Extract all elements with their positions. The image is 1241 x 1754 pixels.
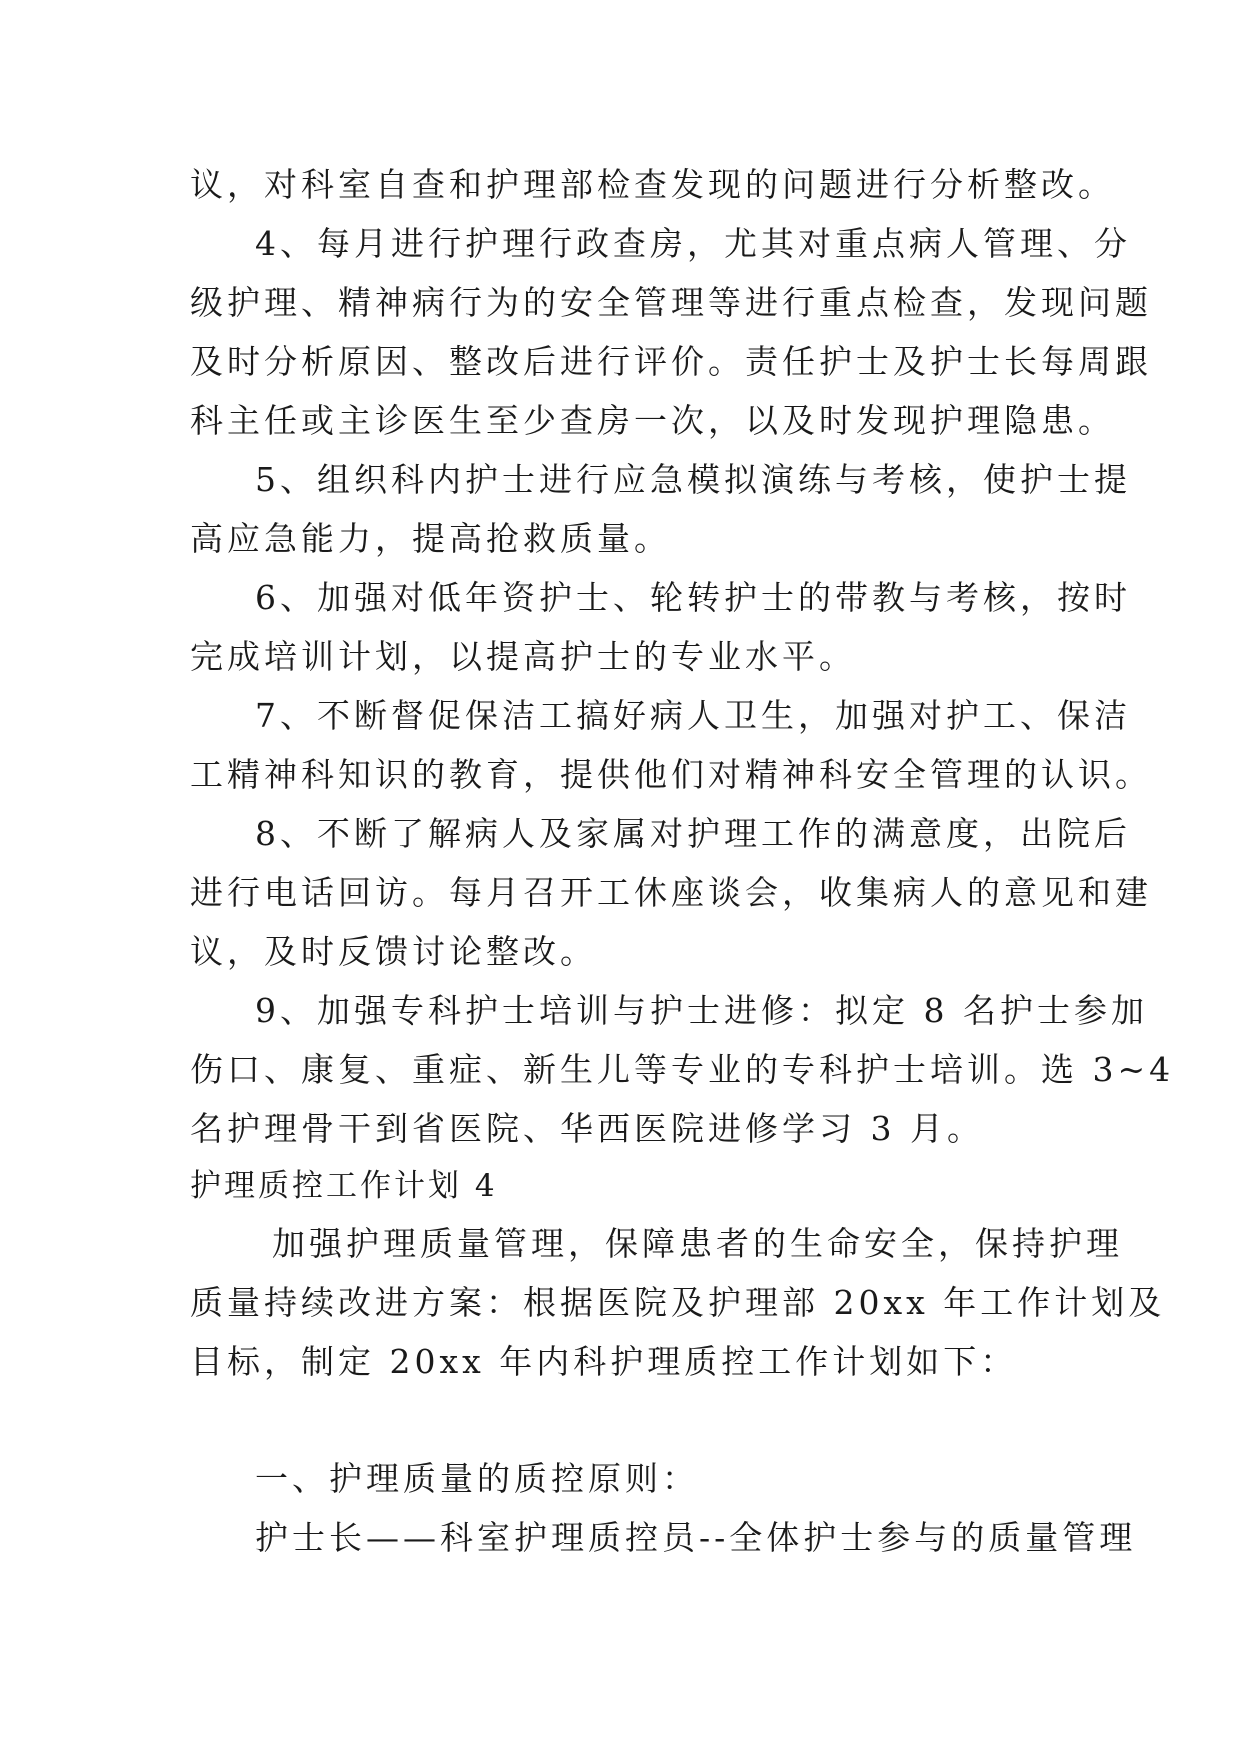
text-line: 护士长——科室护理质控员--全体护士参与的质量管理 bbox=[255, 1518, 1137, 1557]
text-line: 议，及时反馈讨论整改。 bbox=[190, 932, 597, 971]
text-line: 进行电话回访。每月召开工休座谈会，收集病人的意见和建 bbox=[190, 873, 1152, 912]
text-line: 议，对科室自查和护理部检查发现的问题进行分析整改。 bbox=[190, 165, 1115, 204]
text-line: 工精神科知识的教育，提供他们对精神科安全管理的认识。 bbox=[190, 755, 1152, 794]
text-line: 6、加强对低年资护士、轮转护士的带教与考核，按时 bbox=[255, 578, 1131, 617]
text-line: 一、护理质量的质控原则： bbox=[255, 1459, 699, 1498]
text-line: 质量持续改进方案：根据医院及护理部 20xx 年工作计划及 bbox=[190, 1283, 1166, 1322]
text-line: 及时分析原因、整改后进行评价。责任护士及护士长每周跟 bbox=[190, 342, 1152, 381]
text-line: 7、不断督促保洁工搞好病人卫生，加强对护工、保洁 bbox=[255, 696, 1131, 735]
text-line: 目标，制定 20xx 年内科护理质控工作计划如下： bbox=[190, 1342, 1018, 1381]
text-line: 科主任或主诊医生至少查房一次，以及时发现护理隐患。 bbox=[190, 401, 1115, 440]
text-line: 4、每月进行护理行政查房，尤其对重点病人管理、分 bbox=[255, 224, 1131, 263]
text-line: 加强护理质量管理，保障患者的生命安全，保持护理 bbox=[272, 1224, 1123, 1263]
text-line: 8、不断了解病人及家属对护理工作的满意度，出院后 bbox=[255, 814, 1131, 853]
text-line: 名护理骨干到省医院、华西医院进修学习 3 月。 bbox=[190, 1109, 984, 1148]
text-line: 高应急能力，提高抢救质量。 bbox=[190, 519, 671, 558]
text-line: 9、加强专科护士培训与护士进修：拟定 8 名护士参加 bbox=[255, 991, 1148, 1030]
section-heading: 护理质控工作计划 4 bbox=[190, 1168, 498, 1204]
text-line: 伤口、康复、重症、新生儿等专业的专科护士培训。选 3~4 bbox=[190, 1050, 1175, 1089]
text-line: 级护理、精神病行为的安全管理等进行重点检查，发现问题 bbox=[190, 283, 1152, 322]
text-line: 5、组织科内护士进行应急模拟演练与考核，使护士提 bbox=[255, 460, 1131, 499]
text-line: 完成培训计划，以提高护士的专业水平。 bbox=[190, 637, 856, 676]
